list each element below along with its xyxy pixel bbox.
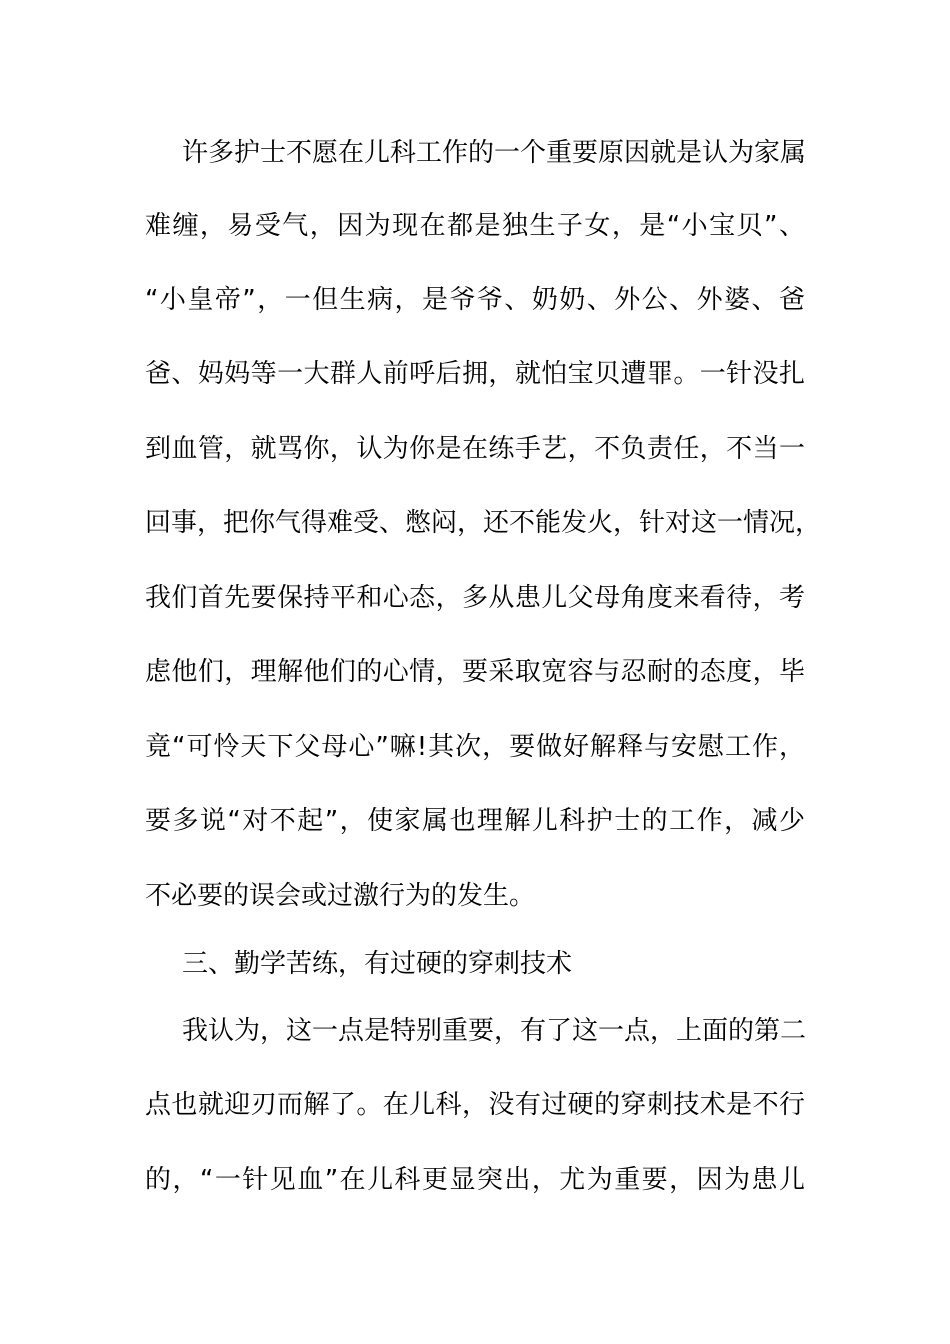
paragraph-1-line-8: 虑他们，理解他们的心情，要采取宽容与忍耐的态度，毕: [145, 657, 805, 687]
paragraph-1-line-1: 许多护士不愿在儿科工作的一个重要原因就是认为家属: [182, 138, 807, 168]
paragraph-1-line-11: 不必要的误会或过激行为的发生。: [145, 881, 536, 911]
paragraph-1-line-7: 我们首先要保持平和心态，多从患儿父母角度来看待，考: [145, 583, 805, 613]
paragraph-1-line-10: 要多说“对不起”，使家属也理解儿科护士的工作，减少: [145, 806, 805, 836]
paragraph-2-line-1: 我认为，这一点是特别重要，有了这一点，上面的第二: [182, 1016, 807, 1046]
paragraph-1-line-3: “小皇帝”，一但生病，是爷爷、奶奶、外公、外婆、爸: [145, 285, 805, 315]
paragraph-1-line-4: 爸、妈妈等一大群人前呼后拥，就怕宝贝遭罪。一针没扎: [145, 359, 805, 389]
section-heading: 三、勤学苦练，有过硬的穿刺技术: [182, 949, 573, 979]
paragraph-2-line-2: 点也就迎刃而解了。在儿科，没有过硬的穿刺技术是不行: [145, 1090, 805, 1120]
paragraph-2-line-3: 的，“一针见血”在儿科更显突出，尤为重要，因为患儿: [145, 1165, 805, 1195]
paragraph-1-line-9: 竟“可怜天下父母心”嘛!其次，要做好解释与安慰工作，: [145, 732, 805, 762]
paragraph-1-line-6: 回事，把你气得难受、憋闷，还不能发火，针对这一情况，: [145, 508, 822, 538]
paragraph-1-line-2: 难缠，易受气，因为现在都是独生子女，是“小宝贝”、: [145, 211, 805, 241]
paragraph-1-line-5: 到血管，就骂你，认为你是在练手艺，不负责任，不当一: [145, 434, 805, 464]
